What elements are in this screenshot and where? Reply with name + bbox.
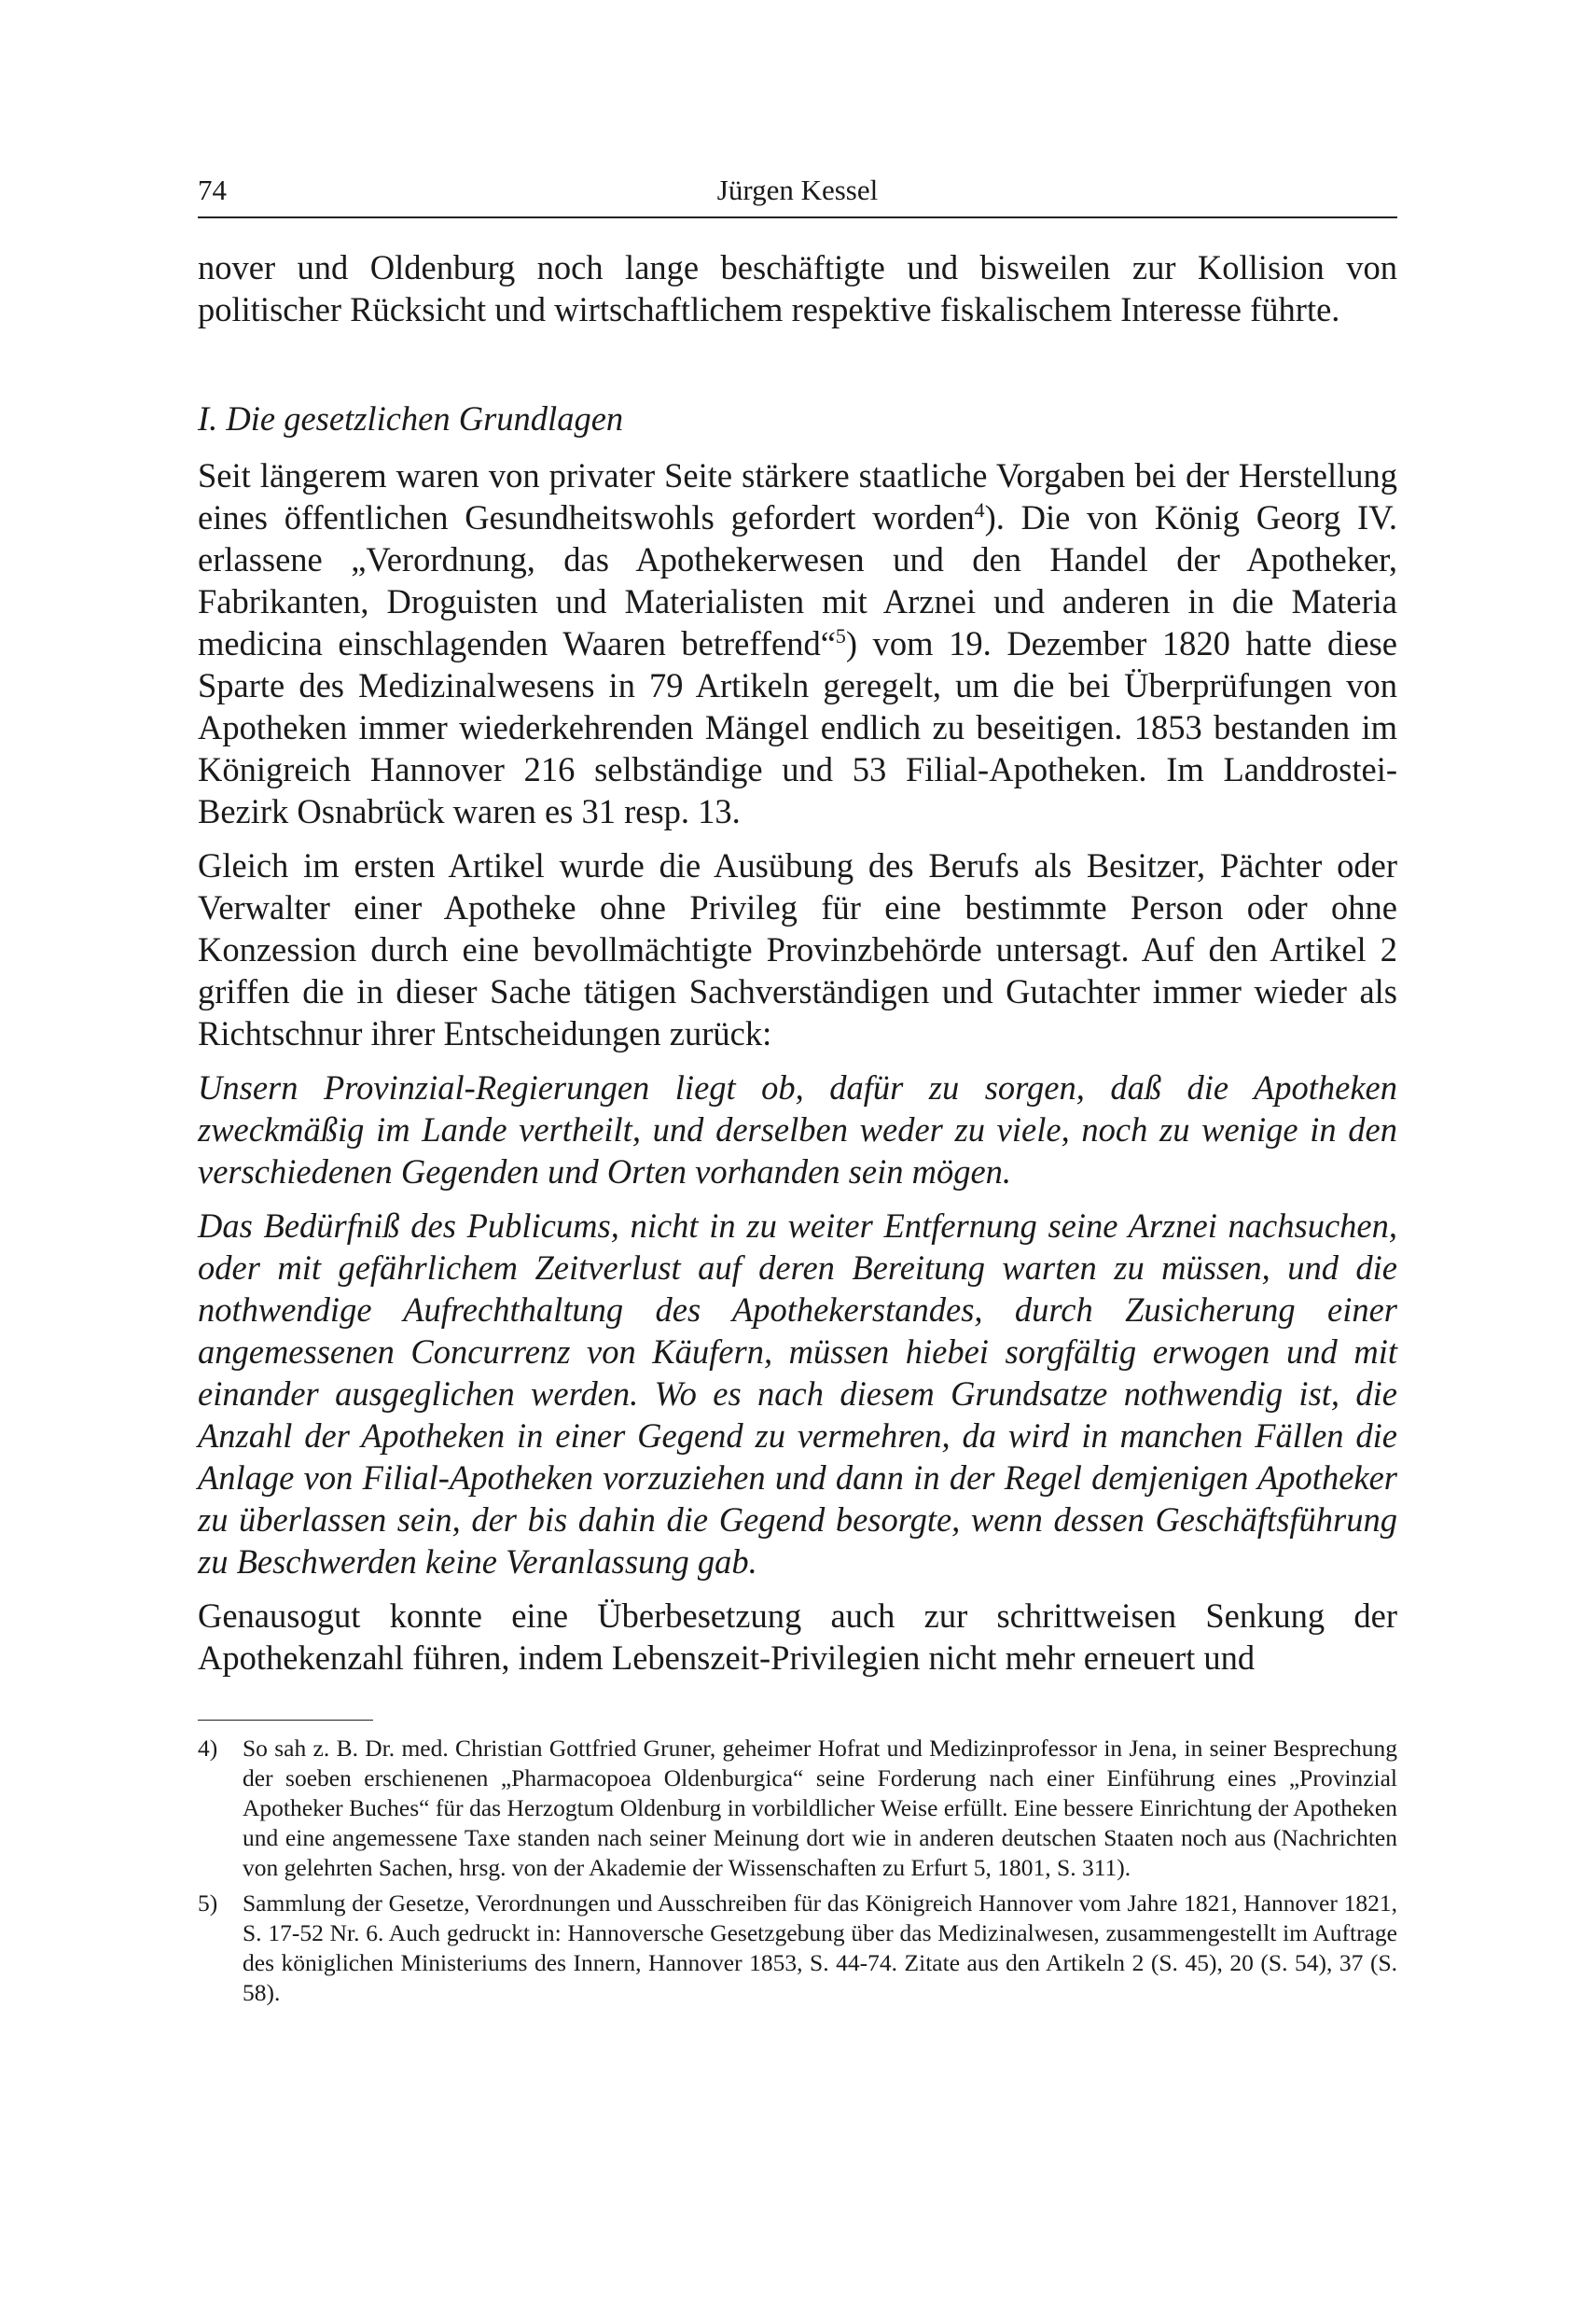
running-title: Jürgen Kessel — [716, 174, 879, 206]
main-text — [198, 246, 1397, 1679]
paragraph-text: Seit längerem waren von privater Seite stärkere staatliche Vorgaben bei der Herstellung eines öffentlichen Gesundheitswohls gefordert worden — [198, 456, 1397, 537]
document-page — [198, 168, 1397, 2014]
footnote-text: So sah z. B. Dr. med. Christian Gottfried Gruner, geheimer Hofrat und Medizinprofessor in Jena, in seiner Besprechung der soeben erschienenen „Pharmacopoea Oldenburgica“ seine Forderung nach einer Einführung eines „Provinzial Apotheker Buches“ für das Herzogtum Oldenburg in vorbildlicher Weise erfüllt. Eine bessere Einrichtung der Apotheken und eine angemessene Taxe standen nach seiner Meinung dort wie in anderen deutschen Staaten noch aus (Nachrichten von gelehrten Sachen, hrsg. von der Akademie der Wissenschaften zu Erfurt 5, 1801, S. 311). — [243, 1735, 1397, 1881]
page-number: 74 — [198, 174, 227, 206]
footnote-4 — [198, 1734, 1397, 1883]
footnote-ref-5[interactable]: 5 — [835, 623, 846, 648]
quote-article-two: Unsern Provinzial-Regierungen liegt ob, dafür zu sorgen, daß die Apotheken zweckmäßig im Lande vertheilt, und derselben weder zu viele, noch zu wenige in den verschiedenen Gegenden und Orten vorhanden sein mögen. — [198, 1068, 1397, 1191]
intro-paragraph: nover und Oldenburg noch lange beschäftigte und bisweilen zur Kollision von politischer Rücksicht und wirtschaftlichem respektive fiskalischem Interesse führte. — [198, 248, 1397, 328]
running-header — [198, 168, 1397, 213]
paragraph-text: ). Die von König Georg IV. erlassene „Verordnung, das Apothekerwesen und den Handel der Apotheker, Fabrikanten, Droguisten und Materialisten mit Arznei und anderen in die Materia medicina einschlagenden Waaren betreffend“ — [198, 498, 1397, 662]
quote-need-of-public: Das Bedürfniß des Publicums, nicht in zu weiter Entfernung seine Arznei nachsuchen, oder mit gefährlichem Zeitverlust auf deren Bereitung warten zu müssen, und die nothwendige Aufrechthaltung des Apothekerstandes, durch Zusicherung einer angemessenen Concurrenz von Käufern, müssen hiebei sorgfältig erwogen und mit einander ausgeglichen werden. Wo es nach diesem Grundsatze nothwendig ist, die Anzahl der Apotheken in einer Gegend zu vermehren, da wird in manchen Fällen die Anlage von Filial-Apotheken vorzuziehen und dann in der Regel demjenigen Apotheker zu überlassen sein, der bis dahin die Gegend besorgte, wenn dessen Geschäftsführung zu Beschwerden keine Veranlassung gab. — [198, 1206, 1397, 1581]
paragraph-article-two: Gleich im ersten Artikel wurde die Ausübung des Berufs als Besitzer, Pächter oder Verwalter einer Apotheke ohne Privileg für eine bestimmte Person oder ohne Konzession durch eine bevollmächtigte Provinzbehörde untersagt. Auf den Artikel 2 griffen die in dieser Sache tätigen Sachverständigen und Gutachter immer wieder als Richtschnur ihrer Entscheidungen zurück: — [198, 846, 1397, 1052]
paragraph-text: ) vom 19. Dezember 1820 hatte diese Sparte des Medizinalwesens in 79 Artikeln geregelt, um die bei Überprüfungen von Apotheken immer wiederkehrenden Mängel endlich zu beseitigen. 1853 bestanden im Königreich Hannover 216 selbständige und 53 Filial-Apotheken. Im Landdrostei-Bezirk Osnabrück waren es 31 resp. 13. — [198, 624, 1397, 830]
footnote-mark: 4) — [198, 1735, 218, 1762]
paragraph-legal-basis — [198, 454, 1397, 832]
section-heading: I. Die gesetzlichen Grundlagen — [198, 399, 624, 438]
footnote-ref-4[interactable]: 4 — [974, 497, 985, 522]
header-rule — [198, 216, 1397, 218]
footnote-5 — [198, 1889, 1397, 2008]
paragraph-oversupply: Genausogut konnte eine Überbesetzung auch zur schrittweisen Senkung der Apothekenzahl führen, indem Lebenszeit-Privilegien nicht mehr erneuert und — [198, 1596, 1397, 1677]
footnotes — [198, 1734, 1397, 2008]
footnote-mark: 5) — [198, 1889, 218, 1917]
footnote-rule — [198, 1720, 373, 1721]
footnote-text: Sammlung der Gesetze, Verordnungen und Ausschreiben für das Königreich Hannover vom Jahre 1821, Hannover 1821, S. 17-52 Nr. 6. Auch gedruckt in: Hannoversche Gesetzgebung über das Medizinalwesen, zusammengestellt im Auftrage des königlichen Ministeriums des Innern, Hannover 1853, S. 44-74. Zitate aus den Artikeln 2 (S. 45), 20 (S. 54), 37 (S. 58). — [243, 1889, 1397, 2006]
